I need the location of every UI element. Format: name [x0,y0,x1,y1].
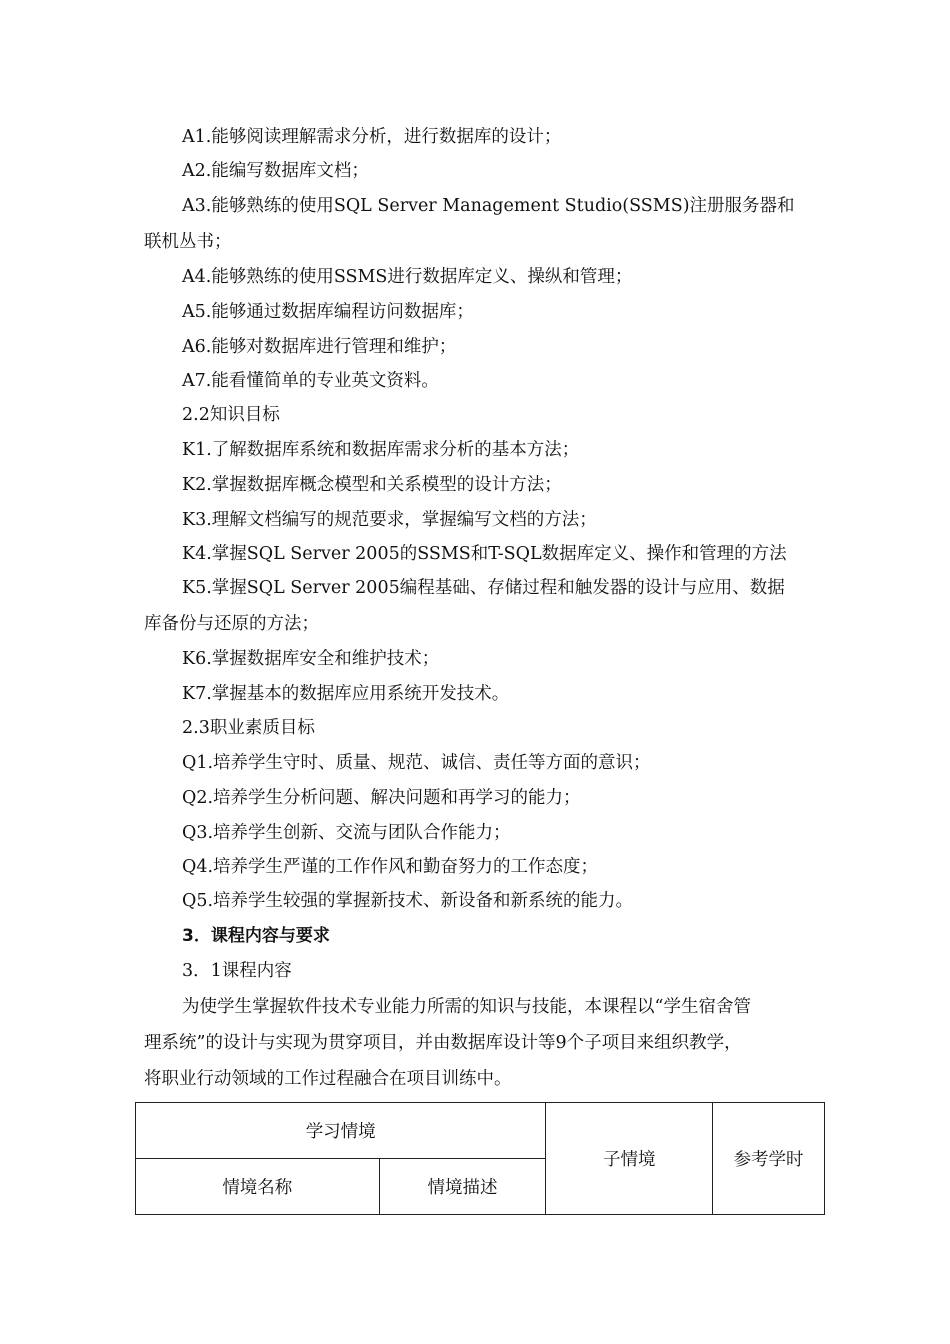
ability-a1: A1.能够阅读理解需求分析，进行数据库的设计； [182,127,562,147]
knowledge-k3: K3.理解文档编写的规范要求，掌握编写文档的方法； [182,510,597,530]
header-ref-hours: 参考学时 [713,1103,825,1215]
paragraph-line-2: 理系统”的设计与实现为贯穿项目，并由数据库设计等9个子项目来组织教学， [144,1033,742,1053]
knowledge-k5: K5.掌握SQL Server 2005编程基础、存储过程和触发器的设计与应用、数据 [182,578,785,598]
header-learning-situation: 学习情境 [136,1103,546,1159]
quality-q4: Q4.培养学生严谨的工作作风和勤奋努力的工作态度； [182,857,599,877]
knowledge-k1: K1.了解数据库系统和数据库需求分析的基本方法； [182,440,580,460]
course-content-table [135,1102,825,1215]
ability-a5: A5.能够通过数据库编程访问数据库； [182,302,474,322]
section3-heading: 3．课程内容与要求 [182,926,330,946]
ability-a4: A4.能够熟练的使用SSMS进行数据库定义、操纵和管理； [182,267,633,287]
knowledge-heading: 2.2知识目标 [182,405,280,425]
paragraph-line-3: 将职业行动领域的工作过程融合在项目训练中。 [144,1069,512,1089]
paragraph-line-1: 为使学生掌握软件技术专业能力所需的知识与技能，本课程以“学生宿舍管 [182,997,751,1017]
quality-q2: Q2.培养学生分析问题、解决问题和再学习的能力； [182,788,581,808]
quality-q3: Q3.培养学生创新、交流与团队合作能力； [182,823,511,843]
quality-q5: Q5.培养学生较强的掌握新技术、新设备和新系统的能力。 [182,891,634,911]
header-situation-desc: 情境描述 [379,1159,546,1215]
quality-q1: Q1.培养学生守时、质量、规范、诚信、责任等方面的意识； [182,753,651,773]
ability-a3: A3.能够熟练的使用SQL Server Management Studio(SSMS)注册服务器和 [182,196,795,216]
knowledge-k4: K4.掌握SQL Server 2005的SSMS和T-SQL数据库定义、操作和管理的方法 [182,544,787,564]
ability-a3-cont: 联机丛书； [144,232,232,252]
quality-heading: 2.3职业素质目标 [182,718,315,738]
knowledge-k2: K2.掌握数据库概念模型和关系模型的设计方法； [182,475,562,495]
header-sub-situation: 子情境 [546,1103,713,1215]
header-situation-name: 情境名称 [136,1159,380,1215]
ability-a7: A7.能看懂简单的专业英文资料。 [182,371,439,391]
section31-heading: 3．1课程内容 [182,961,292,981]
knowledge-k5-cont: 库备份与还原的方法； [144,614,319,634]
ability-a6: A6.能够对数据库进行管理和维护； [182,337,457,357]
ability-a2: A2.能编写数据库文档； [182,161,369,181]
knowledge-k6: K6.掌握数据库安全和维护技术； [182,649,440,669]
knowledge-k7: K7.掌握基本的数据库应用系统开发技术。 [182,684,510,704]
